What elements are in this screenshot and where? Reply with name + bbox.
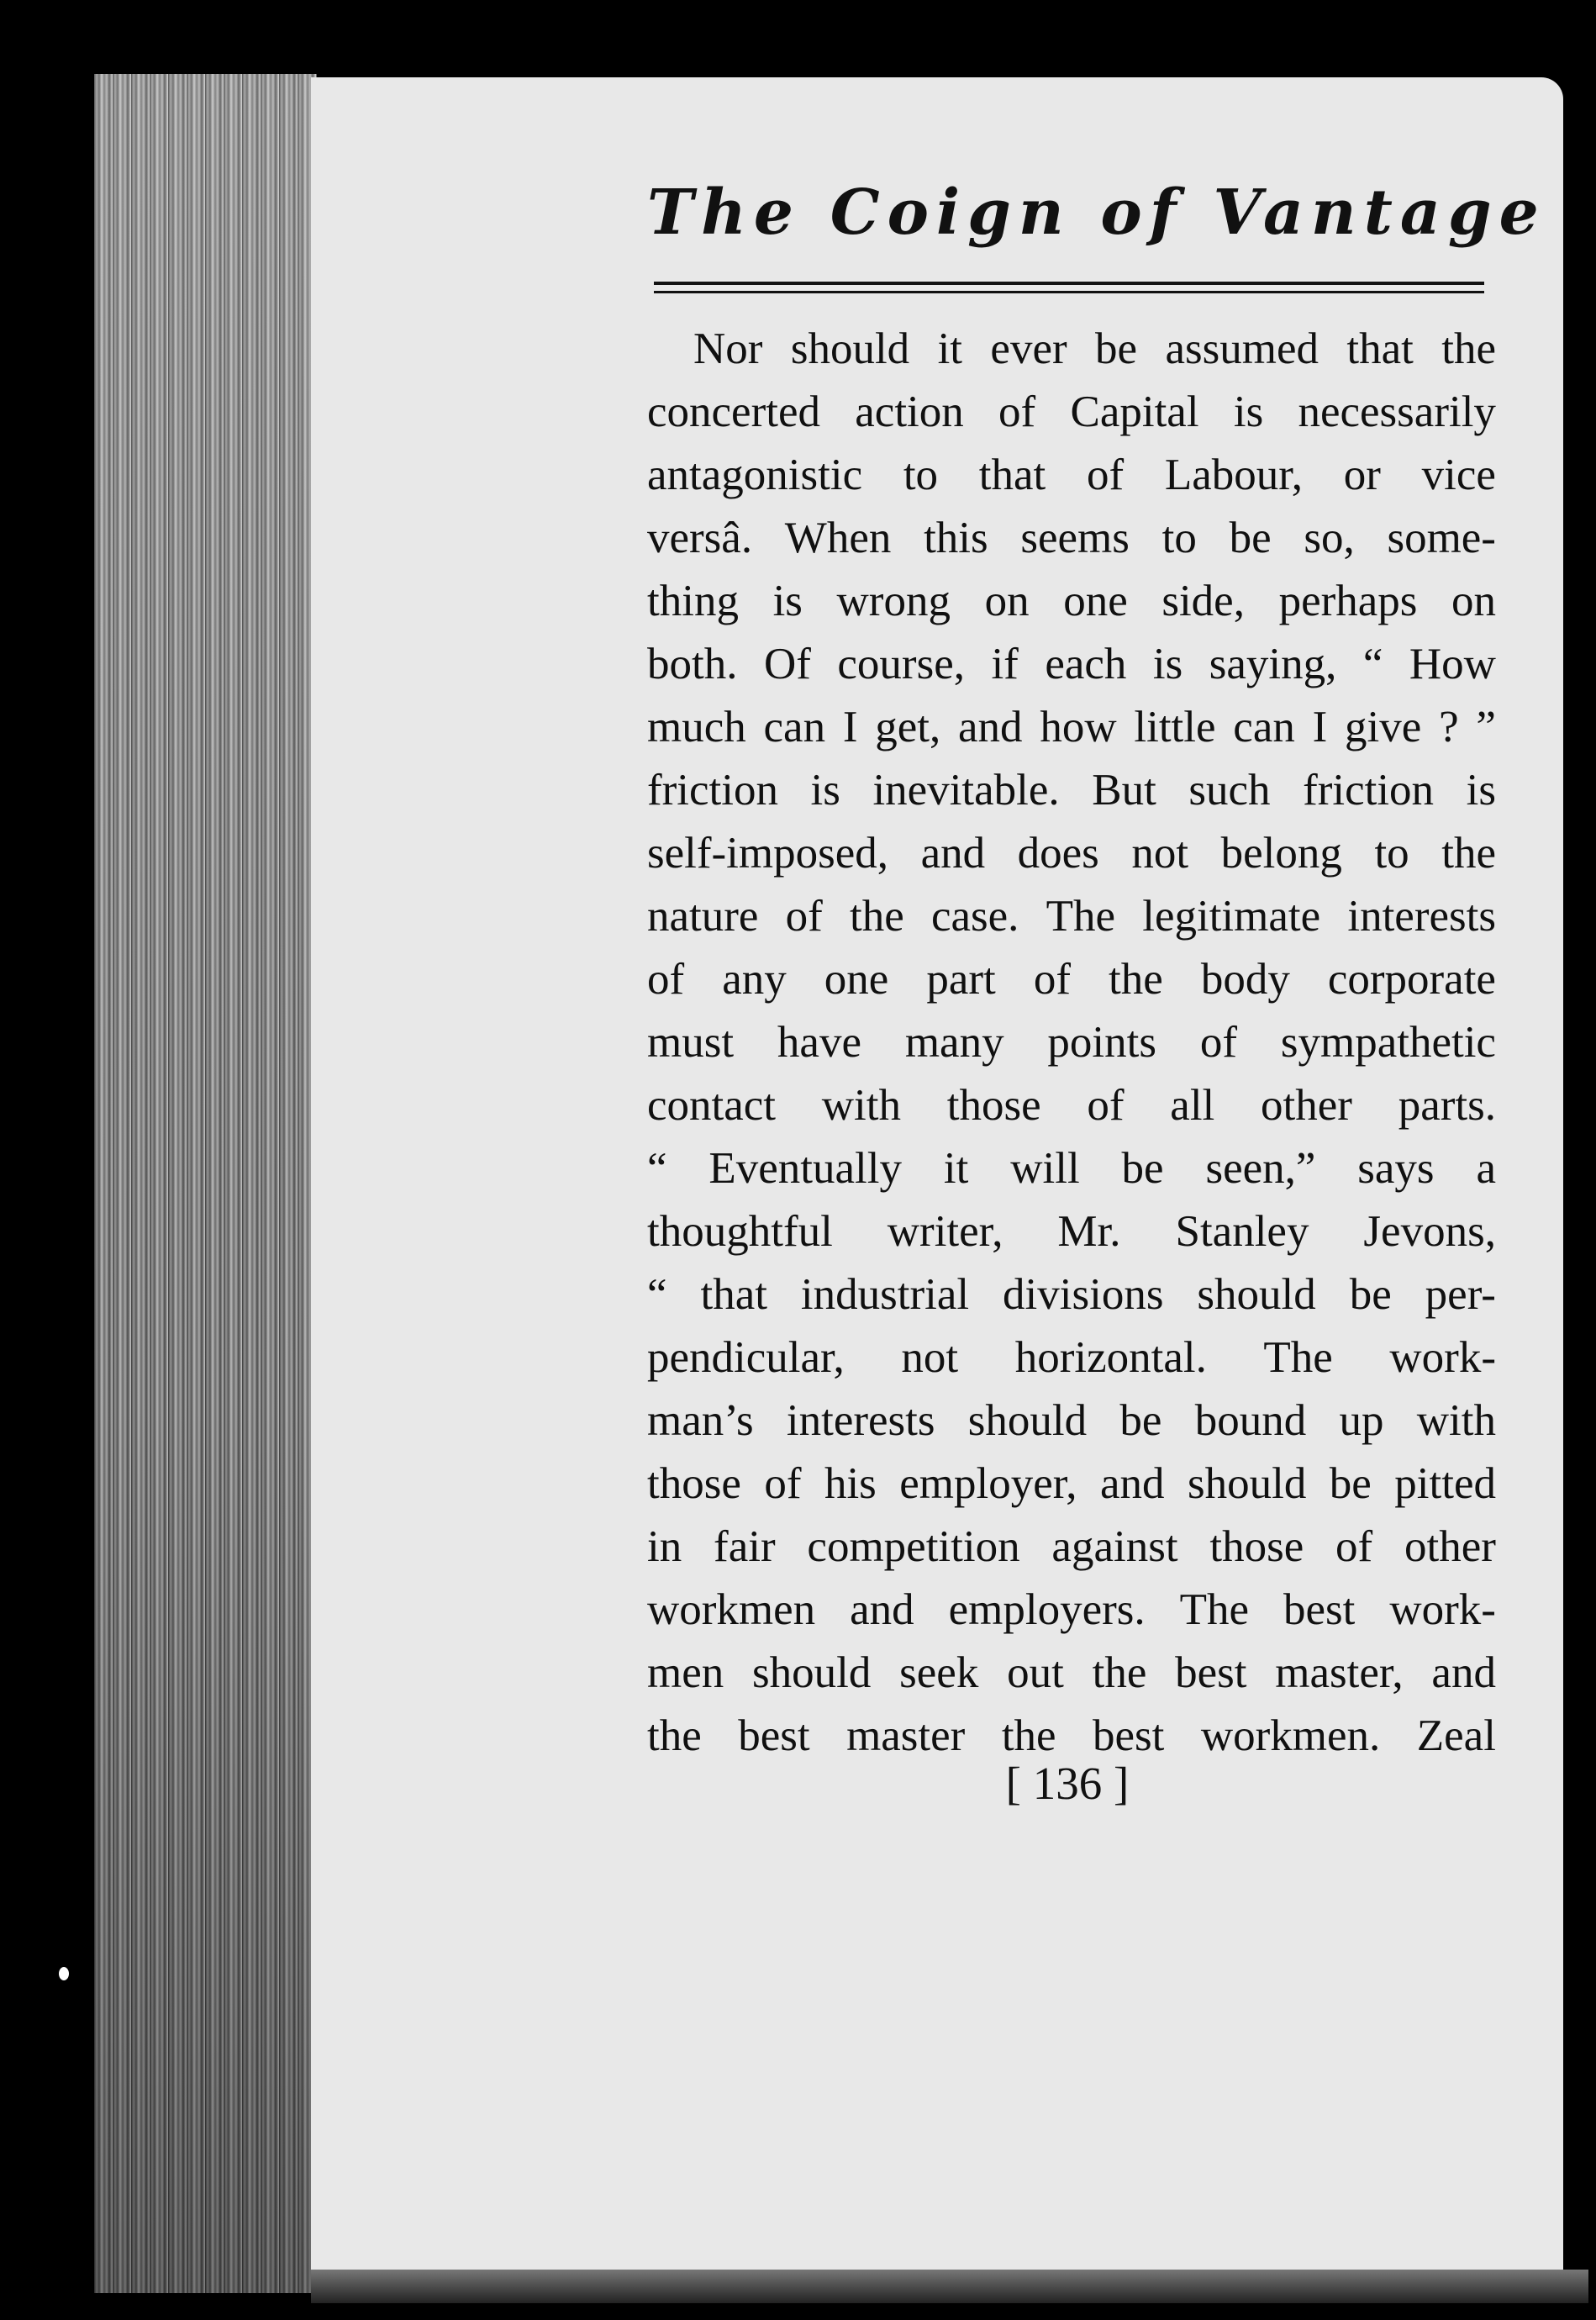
word: that	[1346, 324, 1414, 373]
word: Of	[763, 640, 811, 688]
word: one	[824, 955, 889, 1004]
word: little	[1134, 703, 1216, 751]
word: and	[958, 703, 1023, 751]
word: not	[1131, 829, 1189, 878]
word: get,	[875, 703, 941, 751]
word: be	[1119, 1396, 1162, 1445]
word: be	[1349, 1270, 1392, 1319]
word: of	[764, 1459, 802, 1508]
text-line	[647, 1516, 1496, 1579]
word: case.	[930, 892, 1019, 941]
word: master,	[1275, 1648, 1404, 1697]
word: work-	[1389, 1585, 1496, 1634]
text-line	[647, 885, 1496, 948]
word: with	[821, 1081, 902, 1130]
text-line	[647, 1453, 1496, 1516]
word: so,	[1304, 514, 1355, 562]
word: that	[978, 451, 1046, 499]
word: in	[647, 1522, 682, 1571]
word: I	[1312, 703, 1328, 751]
word: perhaps	[1278, 577, 1418, 625]
word: of	[1335, 1522, 1373, 1571]
text-line	[647, 948, 1496, 1011]
word: is	[1233, 388, 1264, 436]
word: of	[1033, 955, 1071, 1004]
word: fair	[714, 1522, 776, 1571]
word: the	[647, 1711, 702, 1760]
word: divisions	[1003, 1270, 1164, 1319]
word: employers.	[948, 1585, 1146, 1634]
word: men	[647, 1648, 724, 1697]
word: of	[1086, 451, 1125, 499]
word: and	[920, 829, 986, 878]
word: should	[1197, 1270, 1316, 1319]
word: thing	[647, 577, 739, 625]
word: and	[850, 1585, 914, 1634]
word: on	[1451, 577, 1496, 625]
word: can	[1233, 703, 1295, 751]
word: friction	[1303, 766, 1435, 815]
word: master	[846, 1711, 966, 1760]
word: all	[1170, 1081, 1215, 1130]
word: the	[1441, 324, 1496, 373]
word: bound	[1194, 1396, 1307, 1445]
word: best	[1175, 1648, 1247, 1697]
book-page-edges	[94, 74, 317, 2293]
body-text	[647, 318, 1496, 1768]
word: work-	[1389, 1333, 1496, 1382]
text-line	[647, 570, 1496, 633]
word: body	[1200, 955, 1290, 1004]
word: says	[1357, 1144, 1435, 1193]
word: both.	[647, 640, 738, 688]
word: a	[1476, 1144, 1496, 1193]
word: friction	[647, 766, 778, 815]
word: The	[1263, 1333, 1333, 1382]
word: seems	[1020, 514, 1130, 562]
word: to	[1161, 514, 1197, 562]
word: with	[1416, 1396, 1496, 1445]
word: per-	[1425, 1270, 1496, 1319]
word: assumed	[1165, 324, 1319, 373]
word: But	[1092, 766, 1156, 815]
word: many	[904, 1018, 1004, 1067]
word: or	[1343, 451, 1381, 499]
page-bottom-shadow	[311, 2270, 1588, 2303]
word: inevitable.	[872, 766, 1060, 815]
word: workmen.	[1200, 1711, 1381, 1760]
word: antagonistic	[647, 451, 863, 499]
word: be	[1329, 1459, 1372, 1508]
word: should	[1187, 1459, 1307, 1508]
text-line	[647, 1074, 1496, 1137]
word: some-	[1387, 514, 1496, 562]
word: parts.	[1398, 1081, 1496, 1130]
word: of	[1199, 1018, 1237, 1067]
word: concerted	[647, 388, 820, 436]
word: will	[1010, 1144, 1080, 1193]
word: should	[967, 1396, 1088, 1445]
scan-speck	[59, 1967, 69, 1980]
word: such	[1188, 766, 1271, 815]
word: to	[903, 451, 939, 499]
word: “	[1362, 640, 1383, 688]
word: How	[1409, 640, 1496, 688]
word: industrial	[800, 1270, 970, 1319]
word: other	[1404, 1522, 1496, 1571]
word: to	[1374, 829, 1409, 878]
word: and	[1431, 1648, 1496, 1697]
word: it	[943, 1144, 969, 1193]
word: if	[991, 640, 1019, 688]
word: Stanley	[1175, 1207, 1309, 1256]
word: writer,	[887, 1207, 1003, 1256]
word: legitimate	[1142, 892, 1321, 941]
word: “	[647, 1144, 667, 1193]
word: any	[722, 955, 787, 1004]
word: contact	[647, 1081, 777, 1130]
word: of	[785, 892, 823, 941]
word: is	[1466, 766, 1496, 815]
text-line	[647, 822, 1496, 885]
text-line	[647, 1011, 1496, 1074]
word: must	[647, 1018, 735, 1067]
page-number: [ 136 ]	[1005, 1758, 1130, 1809]
word: of	[647, 955, 685, 1004]
word: of	[998, 388, 1036, 436]
word: seek	[899, 1648, 979, 1697]
text-line	[647, 1263, 1496, 1326]
word: the	[850, 892, 904, 941]
word: and	[1099, 1459, 1165, 1508]
word: Jevons,	[1363, 1207, 1496, 1256]
word: how	[1040, 703, 1117, 751]
word: of	[1087, 1081, 1125, 1130]
word: competition	[807, 1522, 1020, 1571]
word: up	[1339, 1396, 1384, 1445]
word: those	[946, 1081, 1041, 1130]
text-line	[647, 1579, 1496, 1642]
word: each	[1045, 640, 1127, 688]
word: is	[810, 766, 840, 815]
text-line	[647, 1326, 1496, 1389]
word: be	[1095, 324, 1138, 373]
word: pitted	[1394, 1459, 1496, 1508]
word: side,	[1161, 577, 1245, 625]
word: can	[763, 703, 826, 751]
word: “	[647, 1270, 667, 1319]
text-line	[647, 1200, 1496, 1263]
word: on	[984, 577, 1030, 625]
word: that	[700, 1270, 767, 1319]
word: corporate	[1327, 955, 1496, 1004]
word: Labour,	[1164, 451, 1304, 499]
text-line	[647, 633, 1496, 696]
text-line	[647, 318, 1496, 381]
word: employer,	[899, 1459, 1077, 1508]
word: ?	[1439, 703, 1459, 751]
word: those	[1209, 1522, 1304, 1571]
word: sympathetic	[1280, 1018, 1496, 1067]
word: be	[1229, 514, 1272, 562]
word: best	[1283, 1585, 1356, 1634]
word: seen,”	[1205, 1144, 1316, 1193]
word: is	[1152, 640, 1183, 688]
header-rule-bottom	[654, 291, 1484, 293]
word: give	[1345, 703, 1422, 751]
word: is	[772, 577, 803, 625]
word: the	[1001, 1711, 1056, 1760]
text-line	[647, 759, 1496, 822]
word: action	[855, 388, 964, 436]
word: other	[1261, 1081, 1352, 1130]
word: the	[1441, 829, 1496, 878]
text-line	[647, 1389, 1496, 1453]
word: interests	[1347, 892, 1496, 941]
word: it	[937, 324, 963, 373]
word: course,	[837, 640, 965, 688]
word: saying,	[1209, 640, 1337, 688]
word: belong	[1220, 829, 1342, 878]
word: Capital	[1070, 388, 1199, 436]
word: have	[777, 1018, 861, 1067]
word: best	[1093, 1711, 1165, 1760]
word: interests	[786, 1396, 935, 1445]
word: this	[924, 514, 988, 562]
text-line	[647, 1137, 1496, 1200]
text-line	[647, 444, 1496, 507]
word: The	[1046, 892, 1116, 941]
word: Eventually	[708, 1144, 903, 1193]
word: one	[1063, 577, 1128, 625]
word: his	[824, 1459, 877, 1508]
word: thoughtful	[647, 1207, 833, 1256]
header-rule-top	[654, 282, 1484, 285]
word: out	[1007, 1648, 1064, 1697]
word: be	[1121, 1144, 1164, 1193]
word: I	[842, 703, 858, 751]
word: workmen	[647, 1585, 816, 1634]
word: vice	[1421, 451, 1496, 499]
word: nature	[647, 892, 759, 941]
word: The	[1179, 1585, 1250, 1634]
word: Zeal	[1416, 1711, 1496, 1760]
word: much	[647, 703, 746, 751]
word: Mr.	[1057, 1207, 1121, 1256]
word: wrong	[836, 577, 951, 625]
word: horizontal.	[1014, 1333, 1207, 1382]
text-line	[647, 381, 1496, 444]
word: does	[1017, 829, 1099, 878]
word: When	[784, 514, 892, 562]
text-line	[647, 1642, 1496, 1705]
word: necessarily	[1298, 388, 1496, 436]
word: self-imposed,	[647, 829, 889, 878]
word: the	[1109, 955, 1163, 1004]
word: the	[1092, 1648, 1147, 1697]
word: best	[738, 1711, 810, 1760]
word: versâ.	[647, 514, 753, 562]
word: Nor	[693, 324, 763, 373]
word: points	[1047, 1018, 1156, 1067]
text-line	[647, 507, 1496, 570]
word: against	[1051, 1522, 1178, 1571]
word: ever	[990, 324, 1067, 373]
word: man’s	[647, 1396, 754, 1445]
word: part	[926, 955, 996, 1004]
word: not	[901, 1333, 959, 1382]
word: should	[790, 324, 910, 373]
word: those	[647, 1459, 741, 1508]
word: should	[752, 1648, 872, 1697]
word: pendicular,	[647, 1333, 845, 1382]
running-head: The Coign of Vantage	[647, 177, 1546, 249]
text-line	[647, 696, 1496, 759]
word: ”	[1476, 703, 1496, 751]
